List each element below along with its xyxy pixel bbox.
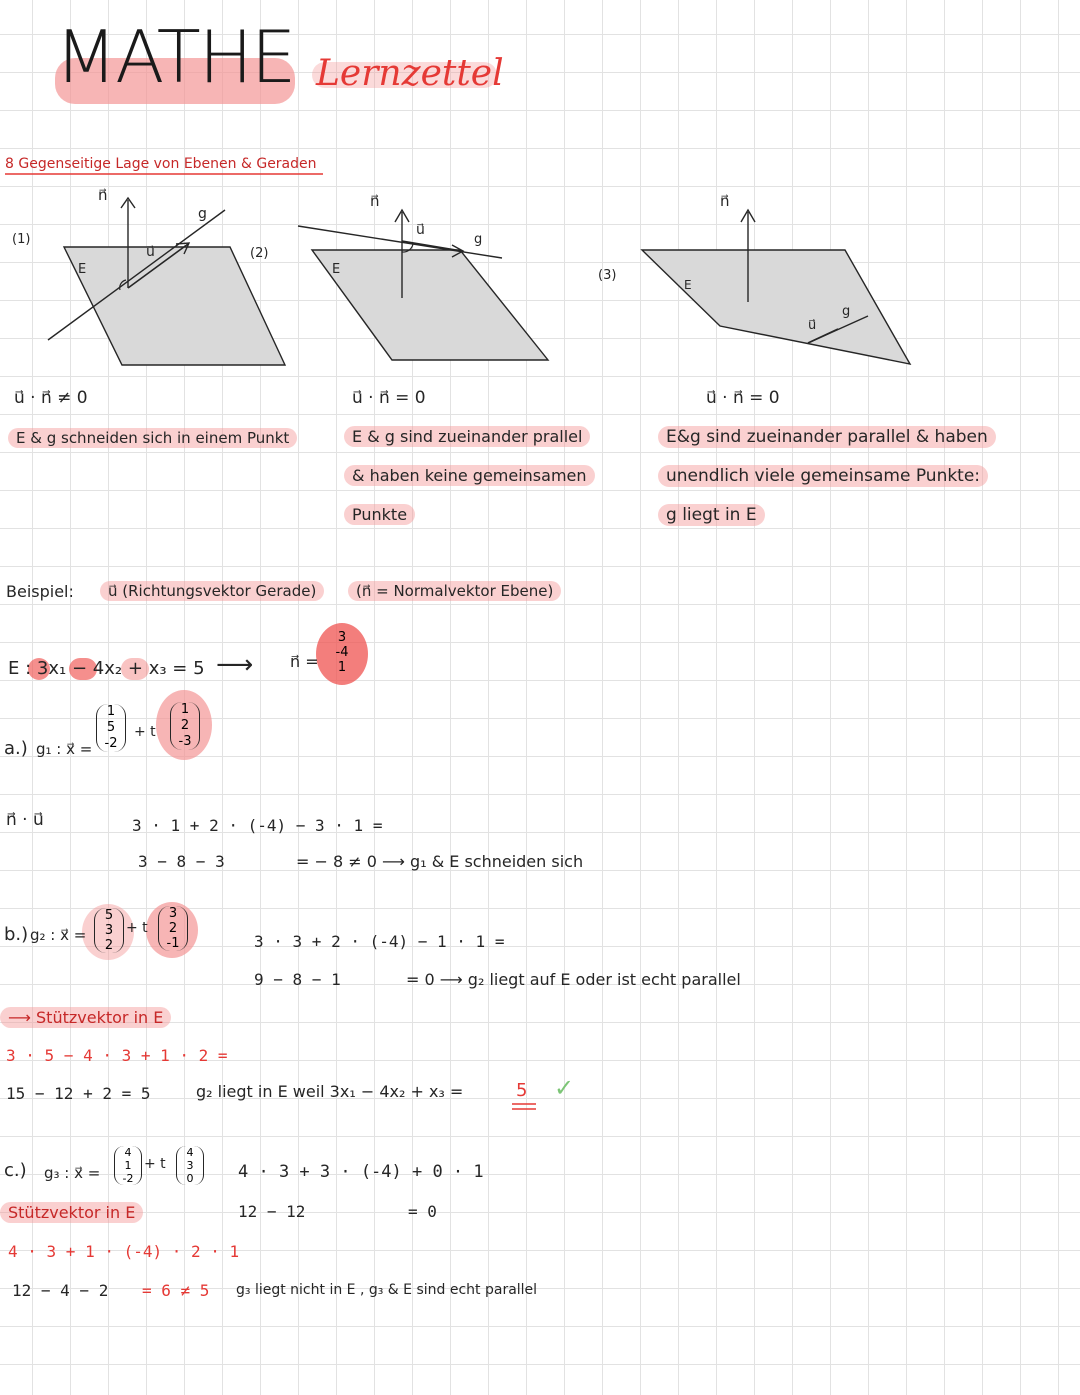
part-c-direction-y: 3 [186,1159,194,1172]
case-1-direction-label: u⃗ [146,244,155,260]
case-2-description-2: & haben keine gemeinsamen [344,465,595,486]
diagram-case-3 [642,210,910,364]
plane-e-3 [642,250,910,364]
part-a-dot-label: n⃗ · u⃗ [6,810,44,830]
case-1-condition: u⃗ · n⃗ ≠ 0 [14,388,88,408]
part-a-equation-name: g₁ : x⃗ = [36,740,93,758]
case-1-number: (1) [12,232,31,247]
case-3-description-2: unendlich viele gemeinsame Punkte: [658,465,988,487]
part-a-direction-z: -3 [178,734,192,749]
part-a-support-x: 1 [106,704,116,719]
part-b-plus-t: + t [126,920,148,936]
part-b-direction-z: -1 [166,936,180,951]
part-c-stutz-calc-2: 12 − 4 − 2 [12,1281,109,1300]
case-2-normal-label: n⃗ [370,192,380,210]
part-b-label: b.) [4,924,29,945]
diagram-case-1 [48,198,285,365]
part-c-stutz-result: = 6 ≠ 5 [142,1281,210,1300]
part-c-support-z: -2 [122,1172,134,1185]
part-a-direction-y: 2 [180,718,190,733]
case-3-plane-label: E [684,278,692,292]
case-2-plane-label: E [332,262,341,277]
case-1-line-label: g [198,206,207,222]
part-a-support-vector [96,704,126,752]
part-a-calc-1: 3 · 1 + 2 · (-4) − 3 · 1 = [132,816,383,835]
case-3-description-3: g liegt in E [658,504,765,526]
part-b-support-y: 3 [104,923,114,938]
part-b-result: = 0 ⟶ g₂ liegt auf E oder ist echt parallel [406,970,741,989]
case-2-number: (2) [250,246,269,261]
page-title: MATHE [55,15,295,99]
case-2-description-1: E & g sind zueinander prallel [344,426,590,447]
part-a-support-y: 5 [106,720,116,735]
part-a-result: = − 8 ≠ 0 ⟶ g₁ & E schneiden sich [296,852,584,871]
part-b-support-z: 2 [104,938,114,953]
part-b-stutz-title: ⟶ Stützvektor in E [0,1007,171,1028]
check-icon: ✓ [554,1074,575,1102]
implies-arrow: ⟶ [216,650,254,680]
plane-eq-op1: − [71,658,88,679]
case-1-normal-label: n⃗ [98,186,108,204]
plane-eq-rhs: = 5 [172,658,205,679]
case-3-direction-label: u⃗ [808,318,817,333]
part-b-direction-y: 2 [168,921,178,936]
case-2-description-3: Punkte [344,504,415,525]
normal-vector-y: -4 [335,645,349,660]
part-b-calc-1: 3 · 3 + 2 · (-4) − 1 · 1 = [254,932,505,951]
plane-eq-prefix: E : [8,658,32,679]
case-3-condition: u⃗ · n⃗ = 0 [706,388,780,408]
part-a-support-z: -2 [104,736,118,751]
part-c-conclusion: g₃ liegt nicht in E , g₃ & E sind echt parallel [236,1282,538,1298]
part-c-support-vector [114,1146,142,1185]
part-c-calc-3: = 0 [408,1202,437,1221]
part-b-calc-2: 9 − 8 − 1 [254,970,341,989]
part-b-conclusion-value: 5 [516,1080,528,1101]
part-a-plus-t: + t [134,724,156,740]
case-3-description-1: E&g sind zueinander parallel & haben [658,426,996,448]
case-3-normal-label: n⃗ [720,192,730,210]
part-c-support-x: 4 [124,1146,132,1159]
plane-eq-op2: + [127,658,143,679]
part-c-calc-1: 4 · 3 + 3 · (-4) + 0 · 1 [238,1162,484,1182]
part-b-equation-name: g₂ : x⃗ = [30,926,87,944]
part-c-plus-t: + t [144,1156,166,1172]
case-3-number: (3) [598,268,617,283]
example-label: Beispiel: [6,582,74,601]
plane-eq-c3: x₃ [148,658,167,679]
part-b-support-x: 5 [104,908,114,923]
case-2-line-label: g [474,232,483,247]
plane-e-1 [64,247,285,365]
part-c-equation-name: g₃ : x⃗ = [44,1164,101,1182]
part-a-label: a.) [4,738,28,759]
case-1-description: E & g schneiden sich in einem Punkt [8,428,297,448]
plane-eq-c1: 3x₁ [36,658,67,679]
part-c-stutz-calc-1: 4 · 3 + 1 · (-4) · 2 · 1 [8,1242,240,1261]
part-c-stutz-title: Stützvektor in E [0,1202,143,1223]
part-b-conclusion: g₂ liegt in E weil 3x₁ − 4x₂ + x₃ = [196,1082,464,1101]
part-c-direction-x: 4 [186,1146,194,1159]
part-c-direction-vector [176,1146,204,1185]
part-c-calc-2: 12 − 12 [238,1202,306,1221]
page-subtitle: Lernzettel [316,53,504,94]
normal-vector-label: n⃗ = [290,652,319,671]
part-b-stutz-calc-1: 3 · 5 − 4 · 3 + 1 · 2 = [6,1046,228,1065]
case-3-line-label: g [842,304,851,319]
part-c-direction-z: 0 [186,1172,194,1185]
part-b-direction-vector [158,906,188,951]
part-b-stutz-calc-2: 15 − 12 + 2 = 5 [6,1084,151,1103]
part-b-support-vector [94,908,124,953]
part-a-direction-vector [170,702,200,750]
normal-vector-x: 3 [337,630,347,645]
plane-eq-c2: 4x₂ [92,658,123,679]
normal-vector-z: 1 [337,660,347,675]
part-c-support-y: 1 [124,1159,132,1172]
normal-vector [330,630,354,675]
example-legend-n: (n⃗ = Normalvektor Ebene) [348,581,561,601]
section-heading: 8 Gegenseitige Lage von Ebenen & Geraden [5,156,317,172]
plane-equation [8,658,205,679]
case-2-condition: u⃗ · n⃗ = 0 [352,388,426,408]
example-legend-u: u⃗ (Richtungsvektor Gerade) [100,581,324,601]
part-a-direction-x: 1 [180,702,190,717]
part-c-label: c.) [4,1160,27,1181]
plane-e-2 [312,250,548,360]
part-b-direction-x: 3 [168,906,178,921]
case-1-plane-label: E [78,262,87,277]
part-a-calc-2: 3 − 8 − 3 [138,852,225,871]
case-2-direction-label: u⃗ [416,222,425,238]
